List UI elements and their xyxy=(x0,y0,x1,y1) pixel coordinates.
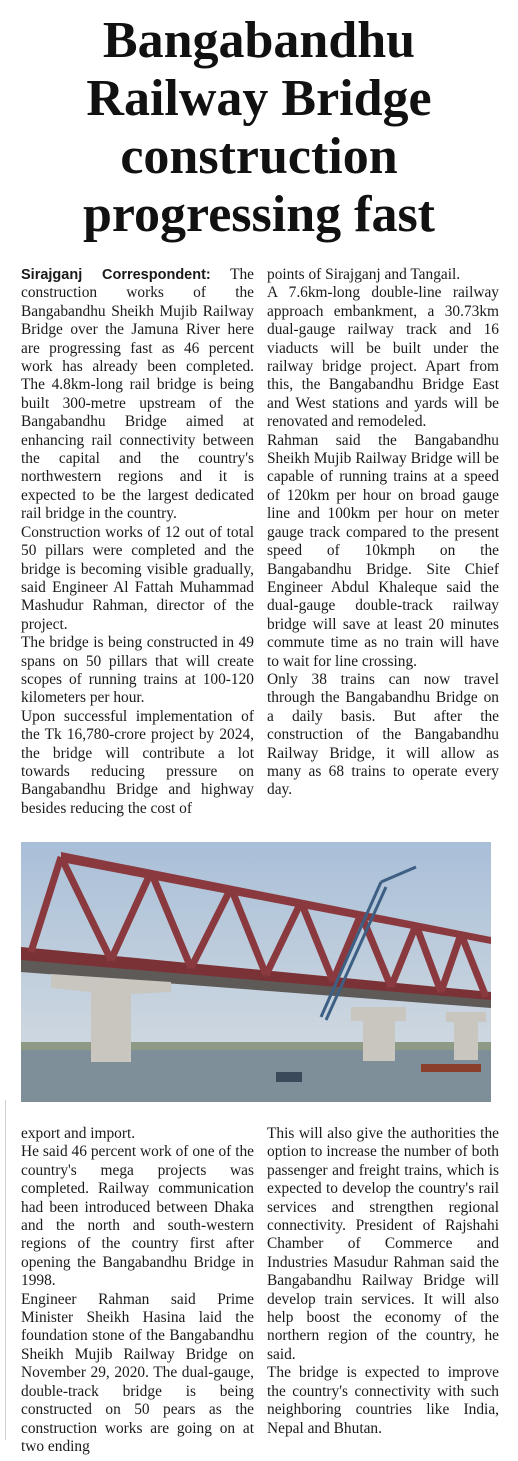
paragraph: A 7.6km-long double-line railway approach embankment, a 30.73km dual-gauge railway track and 16 viaducts will be built under the railway bridge project. Apart from this, the Bangabandhu Bridge East and West stations and yards will be renovated and remodeled. xyxy=(267,284,499,431)
byline: Sirajganj Correspondent: xyxy=(21,267,211,283)
boat xyxy=(421,1064,481,1072)
paragraph: Engineer Rahman said Prime Minister Sheikh Hasina laid the foundation stone of the Bangabandhu Sheikh Mujib Railway Bridge on November 29, 2020. The dual-gauge, double-track bridge is being constructed on 50 pears as the construction works are going on at two ending xyxy=(21,1290,254,1455)
paragraph: Construction works of 12 out of total 50 pillars were completed and the bridge is becoming visible gradually, said Engineer Al Fattah Muhammad Mashudur Rahman, director of the project. xyxy=(21,523,254,633)
headline-line-1: Bangabandhu xyxy=(102,12,416,69)
article-column-1 xyxy=(21,266,254,818)
article-column-4 xyxy=(267,1125,499,1438)
boat xyxy=(276,1072,302,1082)
bridge-construction-photo xyxy=(21,842,491,1102)
paragraph: The bridge is expected to improve the country's connectivity with such neighboring countries like India, Nepal and Bhutan. xyxy=(267,1364,499,1437)
paragraph: He said 46 percent work of one of the country's mega projects was completed. Railway communication had been introduced between Dhaka and the north and south-western regions of the country first after opening the Bangabandhu Bridge in 1998. xyxy=(21,1143,254,1290)
headline-line-2: Railway Bridge xyxy=(86,70,432,127)
paragraph: The bridge is being constructed in 49 spans on 50 pillars that will create scopes of running trains at 100-120 kilometers per hour. xyxy=(21,634,254,707)
headline xyxy=(0,12,518,244)
paragraph: Rahman said the Bangabandhu Sheikh Mujib Railway Bridge will be capable of running trains at a speed of 120km per hour on broad gauge line and 100km per hour on meter gauge track compared to the present speed of 10kmph on the Bangabandhu Bridge. Site Chief Engineer Abdul Khaleque said the dual-gauge double-track railway bridge will save at least 20 minutes commute time as no train will have to wait for line crossing. xyxy=(267,431,499,670)
paragraph: Upon successful implementation of the Tk 16,780-crore project by 2024, the bridge will contribute a lot towards reducing pressure on Bangabandhu Bridge and highway besides reducing the cost of xyxy=(21,707,254,817)
headline-line-3: construction xyxy=(120,128,398,185)
article-column-2 xyxy=(267,266,499,800)
paragraph: Only 38 trains can now travel through the Bangabandhu Bridge on a daily basis. But after the construction of the Bangabandhu Railway Bridge, it will allow as many as 68 trains to operate every day. xyxy=(267,670,499,799)
headline-line-4: progressing fast xyxy=(83,186,435,243)
article-column-3 xyxy=(21,1125,254,1456)
column-rule xyxy=(5,1100,6,1440)
paragraph: export and import. xyxy=(21,1125,136,1142)
paragraph: points of Sirajganj and Tangail. xyxy=(267,266,461,283)
bridge-photo-illustration xyxy=(21,842,491,1102)
paragraph: Sirajganj Correspondent: The construction works of the Bangabandhu Sheikh Mujib Railway Bridge over the Jamuna River here are progressing fast as 46 percent work has already been completed. The 4.8km-long rail bridge is being built 300-metre upstream of the Bangabandhu Bridge aimed at enhancing rail connectivity between the capital and the country's northwestern regions and it is expected to be the largest dedicated rail bridge in the country. xyxy=(21,266,254,523)
paragraph: This will also give the authorities the option to increase the number of both passenger and freight trains, which is expected to develop the country's rail services and strengthen regional connectivity. President of Rajshahi Chamber of Commerce and Industries Masudur Rahman said the Bangabandhu Railway Bridge will develop train services. It will also help boost the economy of the northern region of the country, he said. xyxy=(267,1125,499,1363)
